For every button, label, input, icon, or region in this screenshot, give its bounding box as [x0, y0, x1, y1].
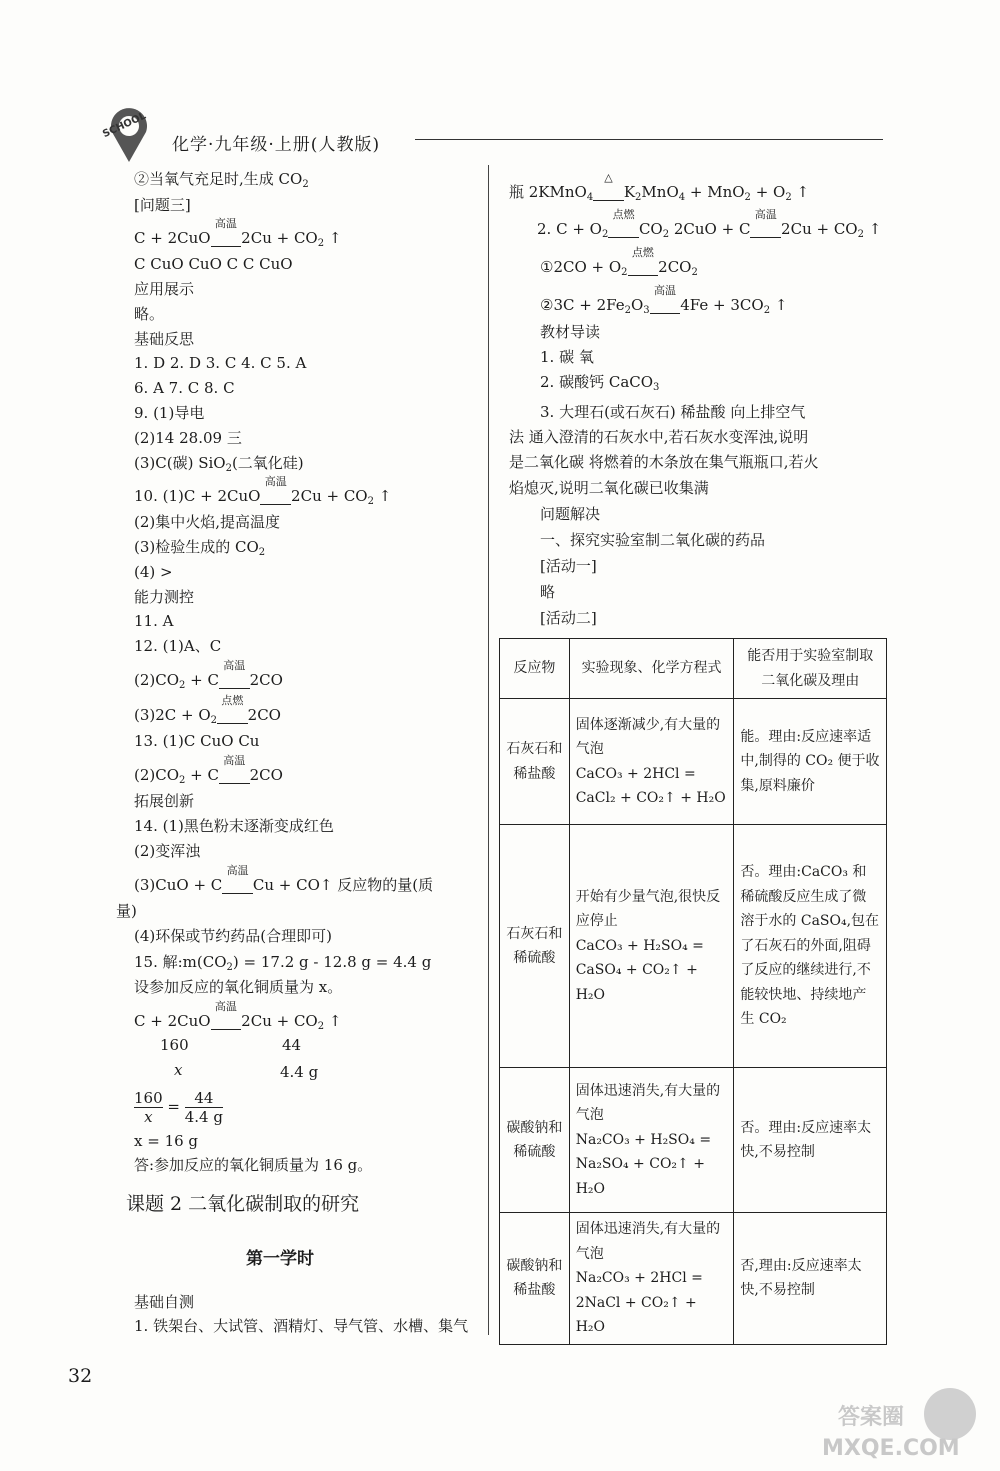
mass-value: 4.4 g [280, 1063, 319, 1081]
observation-cell: 固体迅速消失,有大量的气泡 Na₂CO₃ + 2HCl = 2NaCl + CO₂↑ + H₂O [569, 1213, 734, 1345]
answer-line: 1. 碳 氧 [540, 348, 594, 366]
reason-cell: 能。理由:反应速率适中,制得的 CO₂ 便于收集,原料廉价 [734, 699, 887, 825]
answer-line: 略 [540, 583, 556, 601]
section-label: 应用展示 [134, 280, 195, 298]
answer-line: 设参加反应的氧化铜质量为 x。 [134, 978, 343, 996]
equation: ②3C + $2Fe_2O_3$ 高温 $4Fe + 3CO_2$ ↑ [540, 284, 788, 316]
equation: $(3)2C + O_2$ 点燃 2CO [134, 694, 281, 726]
observation-cell: 固体迅速消失,有大量的气泡 Na₂CO₃ + H₂SO₄ = Na₂SO₄ + CO₂↑ + H₂O [569, 1068, 734, 1213]
topic-title: 课题 2 二氧化碳制取的研究 [126, 1193, 360, 1215]
equation: 瓶 2KMnO$_4$ △ $K_2MnO_4 + MnO_2 + O_2$ ↑ [509, 171, 810, 203]
header-cell: 反应物 [500, 639, 570, 699]
equation: 10. (1)C + 2CuO 高温 $2Cu + CO_2$ ↑ [134, 475, 392, 507]
section-label: 拓展创新 [134, 792, 195, 810]
answer-line: 15. 解$:m(CO_2) = 17.2$ g - 12.8 g = 4.4 g [134, 953, 432, 973]
svg-text:SCHOOL: SCHOOL [101, 110, 148, 141]
equation: $(2)CO_2 + C$ 高温 2CO [134, 754, 283, 786]
section-label: 问题解决 [540, 505, 601, 523]
answer-line: (4) > [134, 563, 173, 581]
molar-mass: 160 [160, 1036, 189, 1054]
answer-line: 略。 [134, 305, 165, 323]
equation: C + 2CuO 高温 $2Cu + CO_2$ ↑ [134, 1000, 342, 1032]
answer-line: 量) [116, 902, 137, 920]
answer-line: 13. (1)C CuO Cu [134, 732, 260, 750]
answer-line: 14. (1)黑色粉末逐渐变成红色 [134, 817, 334, 835]
answer-line: 12. (1)A、C [134, 637, 222, 655]
equation: C + 2CuO 高温 $2Cu + CO_2$ ↑ [134, 217, 342, 249]
reactant-cell: 石灰石和稀硫酸 [500, 825, 570, 1068]
section-label: [问题三] [134, 196, 191, 214]
reactant-cell: 碳酸钠和稀盐酸 [500, 1213, 570, 1345]
equation: (3)CuO + C 高温 Cu + CO↑ 反应物的量(质 [134, 864, 434, 894]
answer-line: (3)C(碳) SiO$_2$(二氧化硅) [134, 454, 304, 474]
answer-line: (2)变浑浊 [134, 842, 201, 860]
reactant-cell: 碳酸钠和稀硫酸 [500, 1068, 570, 1213]
section-label: 基础反思 [134, 330, 195, 348]
table-row [500, 1068, 887, 1213]
answer-line: (3)检验生成的 $CO_2$ [134, 538, 266, 558]
equation: 2. $C + O_2$ 点燃 $CO_2$ 2CuO + C 高温 $2Cu + CO_2$ ↑ [537, 208, 882, 240]
section-label: [活动一] [540, 557, 597, 575]
unknown-var: x [174, 1061, 183, 1079]
column-divider [488, 165, 489, 1335]
proportion: $\frac{160}{x}$ = $\frac{44}{4.4 g}$ [134, 1089, 223, 1126]
answer-line: x = 16 g [134, 1132, 199, 1150]
table-header-row [500, 639, 887, 699]
answer-line: 3. 大理石(或石灰石) 稀盐酸 向上排空气 [540, 403, 806, 421]
reason-cell: 否,理由:反应速率太快,不易控制 [734, 1213, 887, 1345]
answer-line: ②当氧气充足时,生成 $CO_2$ [134, 170, 309, 190]
watermark-seal-icon [924, 1388, 976, 1440]
answer-line: 是二氧化碳 将燃着的木条放在集气瓶瓶口,若火 [509, 453, 819, 471]
answer-line: C CuO CuO C C CuO [134, 255, 293, 273]
answer-line: 9. (1)导电 [134, 404, 205, 422]
observation-cell: 开始有少量气泡,很快反应停止 CaCO₃ + H₂SO₄ = CaSO₄ + CO₂↑ + H₂O [569, 825, 734, 1068]
section-label: [活动二] [540, 609, 597, 627]
reason-cell: 否。理由:反应速率太快,不易控制 [734, 1068, 887, 1213]
experiment-table [499, 638, 887, 1345]
table-row [500, 699, 887, 825]
watermark-url: MXQE.COM [822, 1436, 960, 1461]
header-cell: 能否用于实验室制取二氧化碳及理由 [734, 639, 887, 699]
observation-cell: 固体逐渐减少,有大量的气泡 CaCO₃ + 2HCl = CaCl₂ + CO₂↑ + H₂O [569, 699, 734, 825]
header-title: 化学·九年级·上册(人教版) [172, 135, 381, 155]
answer-line: 2. 碳酸钙 CaCO$_3$ [540, 373, 660, 393]
section-label: 教材导读 [540, 323, 601, 341]
header-cell: 实验现象、化学方程式 [569, 639, 734, 699]
answer-line: 6. A 7. C 8. C [134, 379, 235, 397]
section-label: 能力测控 [134, 588, 195, 606]
reason-cell: 否。理由:CaCO₃ 和稀硫酸反应生成了微溶于水的 CaSO₄,包在了石灰石的外面,阻碍了反应的继续进行,不能较快地、持续地产生 CO₂ [734, 825, 887, 1068]
answer-line: 11. A [134, 612, 174, 630]
lesson-title: 第一学时 [246, 1249, 314, 1269]
molar-mass: 44 [282, 1036, 302, 1054]
table-row [500, 1213, 887, 1345]
equation: $(2)CO_2 + C$ 高温 2CO [134, 659, 283, 691]
equation: ①2CO + $O_2$ 点燃 $2CO_2$ [540, 246, 698, 278]
answer-line: 1. 铁架台、大试管、酒精灯、导气管、水槽、集气 [134, 1317, 469, 1335]
answer-line: 法 通入澄清的石灰水中,若石灰水变浑浊,说明 [509, 428, 809, 446]
answer-line: 答:参加反应的氧化铜质量为 16 g。 [134, 1156, 373, 1174]
answer-line: (2)集中火焰,提高温度 [134, 513, 281, 531]
section-label: 一、探究实验室制二氧化碳的药品 [540, 531, 766, 549]
section-label: 基础自测 [134, 1293, 195, 1311]
page-number: 32 [68, 1365, 93, 1387]
answer-line: (2)14 28.09 三 [134, 429, 242, 447]
answer-line: (4)环保或节约药品(合理即可) [134, 927, 332, 945]
reactant-cell: 石灰石和稀盐酸 [500, 699, 570, 825]
answer-line: 1. D 2. D 3. C 4. C 5. A [134, 354, 307, 372]
answer-line: 焰熄灭,说明二氧化碳已收集满 [509, 479, 709, 497]
table-row [500, 825, 887, 1068]
watermark-text: 答案圈 [838, 1405, 905, 1430]
